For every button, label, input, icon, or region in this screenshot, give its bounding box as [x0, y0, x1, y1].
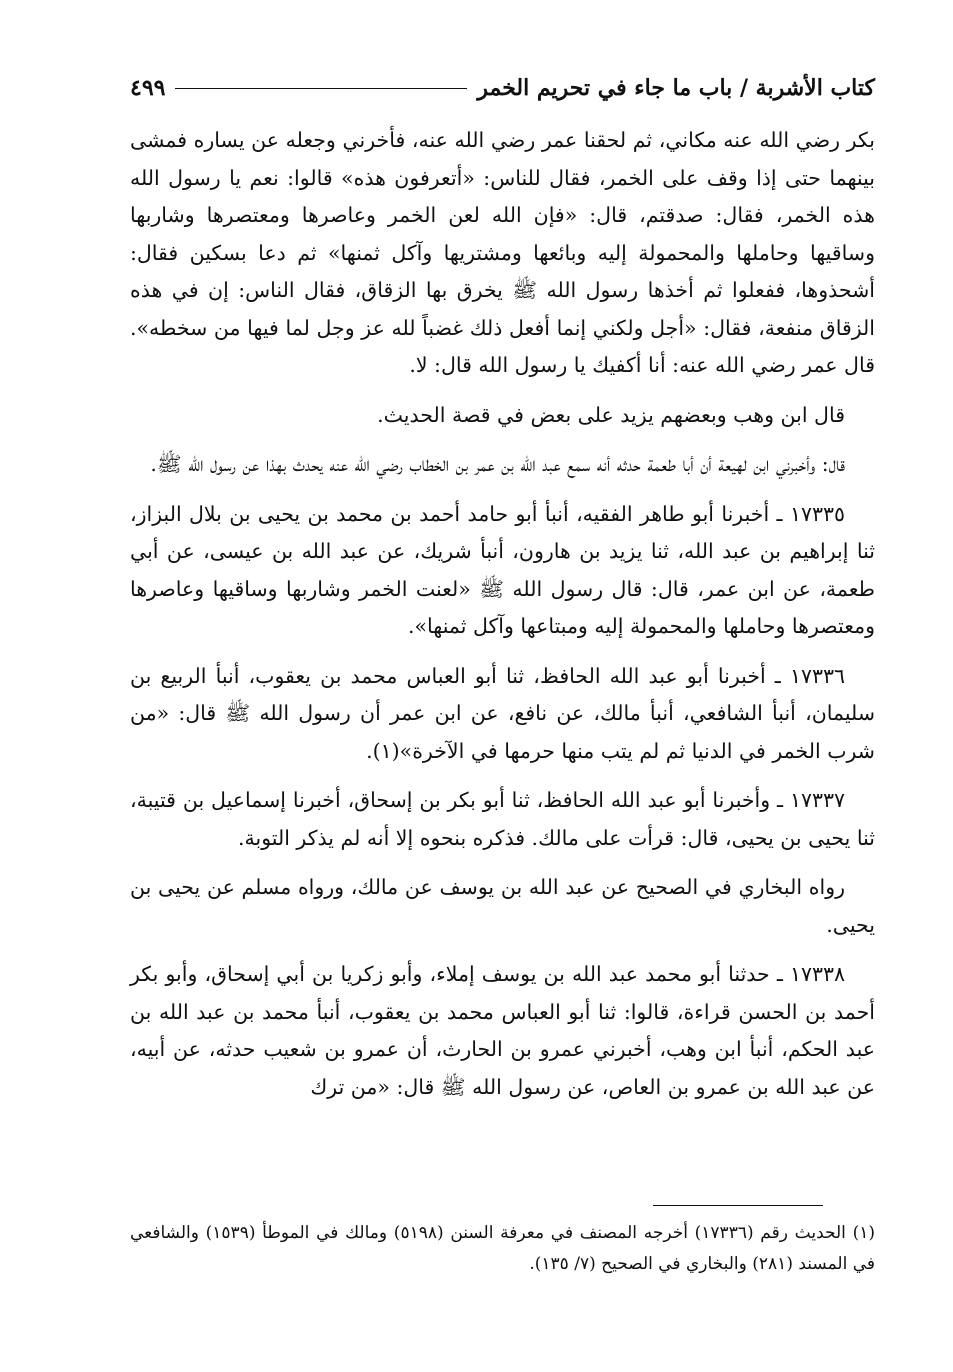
- page: [130, 68, 875, 1118]
- page-number: ٤٩٩: [130, 75, 166, 101]
- paragraph-2: قال ابن وهب وبعضهم يزيد على بعض في قصة الحديث.: [377, 402, 845, 427]
- paragraph-1: بكر رضي الله عنه مكاني، ثم لحقنا عمر رضي الله عنه، فأخرني وجعله عن يساره فمشى بينهما حتى إذا وقف على الخمر، فقال للناس: «أتعرفون هذه» قالوا: نعم يا رسول الله هذه الخمر، فقال: صدقتم، قال: «فإن الله لعن الخمر وعاصرها ومعتصرها وشاربها وساقيها وحاملها والمحمولة إليه وبائعها ومشتريها وآكل ثمنها» ثم دعا بسكين فقال: أشحذوها، ففعلوا ثم أخذها رسول الله ﷺ يخرق بها الزقاق، فقال الناس: إن في هذه الزقاق منفعة، فقال: «أجل ولكني إنما أفعل ذلك غضباً لله عز وجل لما فيها من سخطه». قال عمر رضي الله عنه: أنا أكفيك يا رسول الله قال: لا.: [130, 128, 875, 377]
- paragraph-3: قال: وأخبرني ابن لهيعة أن أبا طعمة حدثه أنه سمع عبد الله بن عمر بن الخطاب رضي الله عنه يحدث بهذا عن رسول الله ﷺ.: [150, 452, 845, 476]
- hadith-17338: ١٧٣٣٨ ـ حدثنا أبو محمد عبد الله بن يوسف إملاء، وأبو زكريا بن أبي إسحاق، وأبو بكر أحمد بن الحسن قراءة، قالوا: ثنا أبو العباس محمد بن يعقوب، أنبأ محمد بن عبد الله بن عبد الحكم، أنبأ ابن وهب، أخبرني عمرو بن الحارث، أن عمرو بن شعيب حدثه، عن أبيه، عن عبد الله بن عمرو بن العاص، عن رسول الله ﷺ قال: «من ترك: [130, 962, 875, 1099]
- main-text: [130, 122, 875, 1106]
- hadith-17336: ١٧٣٣٦ ـ أخبرنا أبو عبد الله الحافظ، ثنا أبو العباس محمد بن يعقوب، أنبأ الربيع بن سليمان، أنبأ الشافعي، أنبأ مالك، عن نافع، عن ابن عمر أن رسول الله ﷺ قال: «من شرب الخمر في الدنيا ثم لم يتب منها حرمها في الآخرة»(١).: [130, 663, 875, 763]
- hadith-17337: ١٧٣٣٧ ـ وأخبرنا أبو عبد الله الحافظ، ثنا أبو بكر بن إسحاق، أخبرنا إسماعيل بن قتيبة، ثنا يحيى بن يحيى، قال: قرأت على مالك. فذكره بنحوه إلا أنه لم يذكر التوبة.: [130, 788, 875, 850]
- hadith-17335: ١٧٣٣٥ ـ أخبرنا أبو طاهر الفقيه، أنبأ أبو حامد أحمد بن محمد بن يحيى بن بلال البزاز، ثنا إبراهيم بن عبد الله، ثنا يزيد بن هارون، أنبأ شريك، عن عبد الله بن عيسى، عن أبي طعمة، عن ابن عمر، قال: قال رسول الله ﷺ «لعنت الخمر وشاربها وساقيها وعاصرها ومعتصرها وحاملها والمحمولة إليه ومبتاعها وآكل ثمنها».: [130, 501, 875, 638]
- footnote: (١) الحديث رقم (١٧٣٣٦) أخرجه المصنف في معرفة السنن (٥١٩٨) ومالك في الموطأ (١٥٣٩) والشافعي في المسند (٢٨١) والبخاري في الصحيح (٧/ ١٣٥).: [130, 1223, 875, 1274]
- footnote-rule: [653, 1205, 823, 1206]
- paragraph-bukhari: رواه البخاري في الصحيح عن عبد الله بن يوسف عن مالك، ورواه مسلم عن يحيى بن يحيى.: [130, 875, 875, 937]
- running-header: [130, 68, 875, 108]
- header-title: كتاب الأشربة / باب ما جاء في تحريم الخمر: [477, 75, 875, 101]
- header-rule: [175, 88, 467, 89]
